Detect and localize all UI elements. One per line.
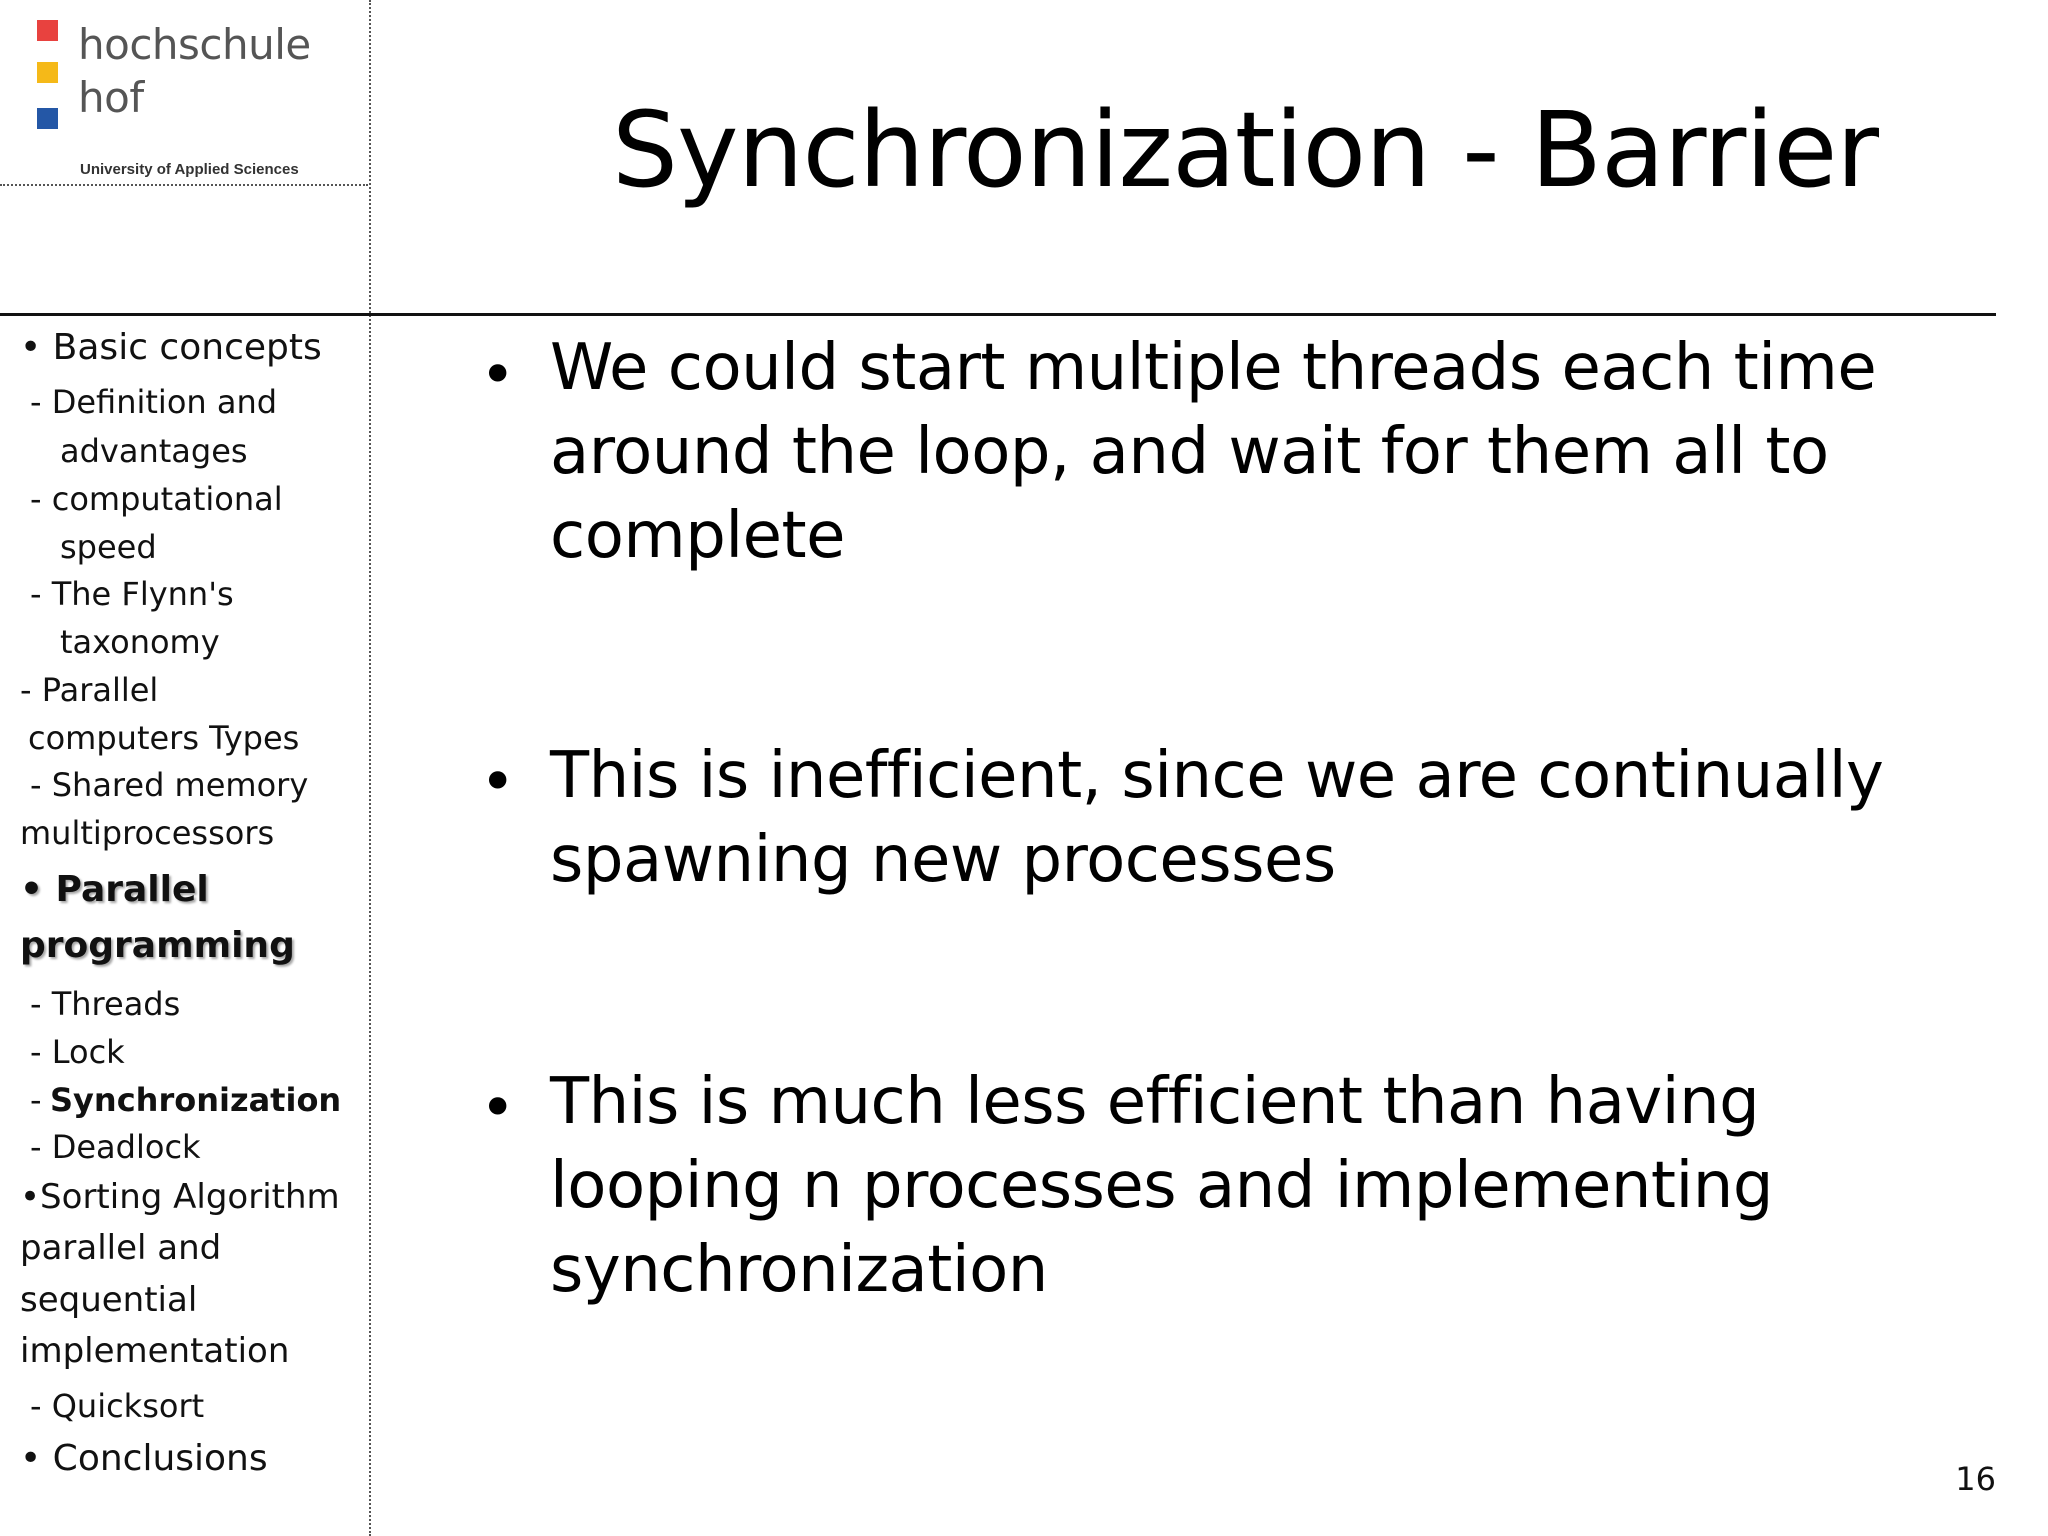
outline-item-deadlock: - Deadlock [30,1128,201,1166]
outline-item-flynn-cont: taxonomy [60,623,220,661]
outline-item-shared-memory: - Shared memory [30,766,309,804]
bullet-marker: • [480,747,516,817]
outline-item-parallel-computers-cont: computers Types [28,719,300,757]
logo-word-hof: hof [78,73,144,122]
outline-item-quicksort: - Quicksort [30,1387,205,1425]
outline-item-parallel-programming-cont: programming [20,925,295,966]
logo-word-hochschule: hochschule [78,20,311,69]
outline-item-lock: - Lock [30,1033,125,1071]
outline-item-shared-memory-cont: multiprocessors [20,814,275,852]
logo-subtitle: University of Applied Sciences [80,161,299,178]
outline-item-synchronization: Synchronization [50,1081,342,1119]
bullet-item: This is much less efficient than having looping n processes and implementing synchronization [550,1065,1773,1307]
bullet-marker: • [480,1073,516,1143]
outline-item-threads: - Threads [30,985,181,1023]
outline-item-computational-cont: speed [60,528,157,566]
bullet-marker: • [480,340,516,410]
bullet-item: We could start multiple threads each time around the loop, and wait for them all to complete [550,331,1877,573]
outline-item-flynn: - The Flynn's [30,575,234,613]
outline-item-synchronization-dash: - [30,1081,42,1119]
outline-item-sorting-cont1: parallel and [20,1228,222,1268]
outline-sidebar [0,0,366,1536]
sidebar-divider [369,0,371,1536]
outline-item-basic-concepts: • Basic concepts [20,327,322,368]
outline-item-sorting-cont3: implementation [20,1331,290,1371]
outline-item-computational: - computational [30,480,283,518]
outline-item-parallel-computers: - Parallel [20,671,159,709]
slide-title: Synchronization - Barrier [612,89,1879,211]
outline-item-conclusions: • Conclusions [20,1438,268,1479]
outline-item-sorting-cont2: sequential [20,1280,198,1320]
outline-item-definition-cont: advantages [60,432,248,470]
outline-item-definition: - Definition and [30,383,278,421]
page-number: 16 [1955,1460,1996,1498]
outline-item-parallel-programming: • Parallel [20,869,209,910]
outline-item-sorting: •Sorting Algorithm [20,1177,340,1217]
bullet-item: This is inefficient, since we are continually spawning new processes [550,739,1884,897]
